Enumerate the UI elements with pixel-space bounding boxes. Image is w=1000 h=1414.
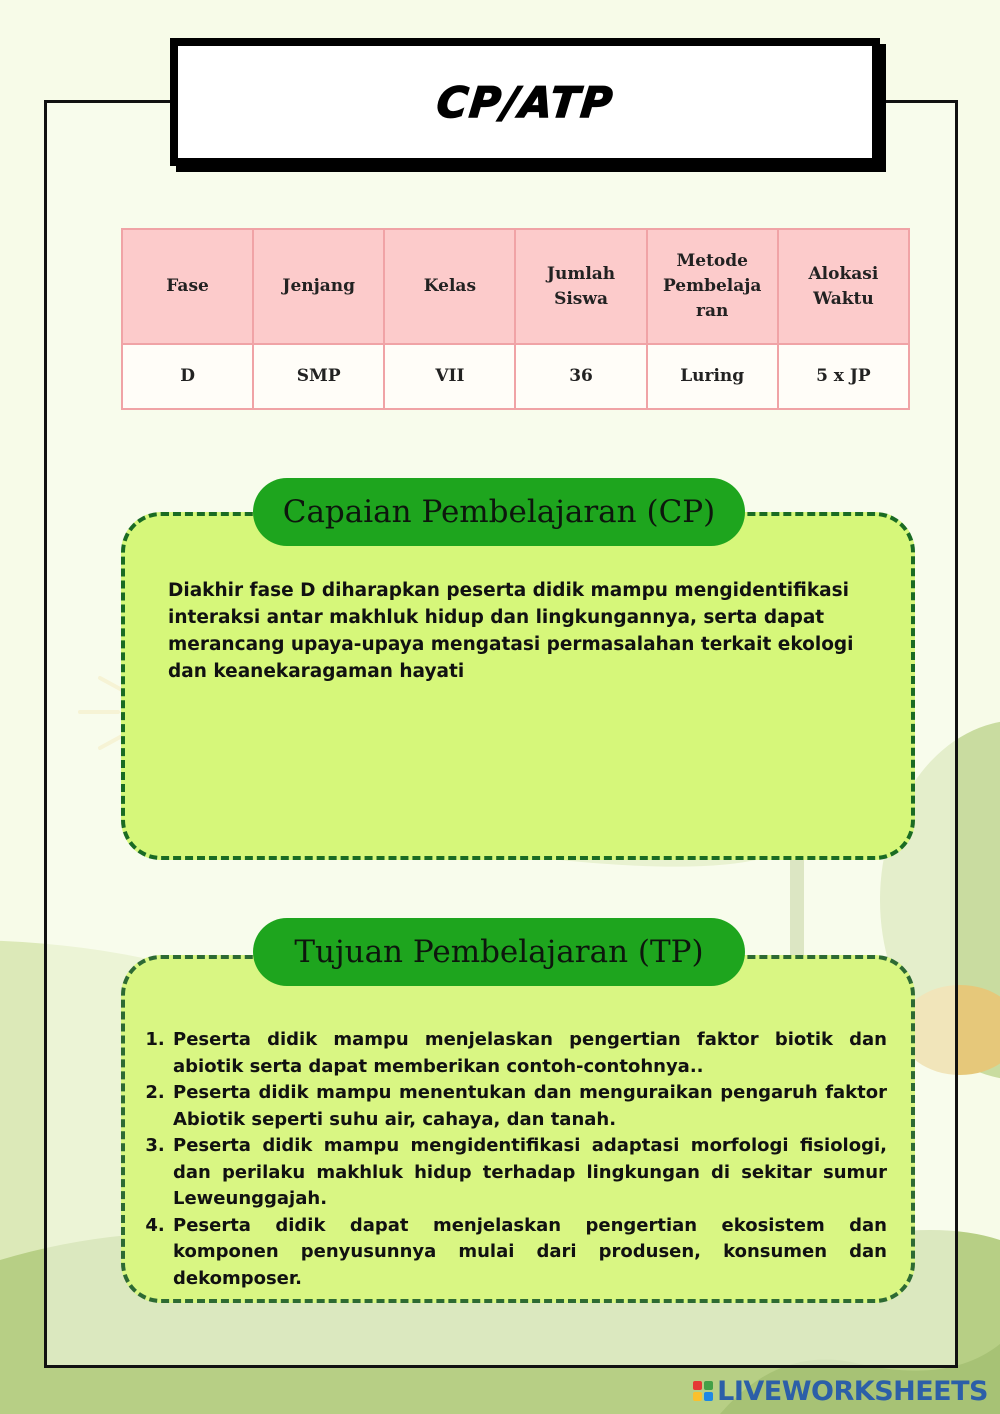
header-alokasi-waktu	[778, 229, 909, 344]
tp-heading: Tujuan Pembelajaran (TP)	[253, 918, 745, 986]
table-header-row	[122, 229, 909, 344]
cell-metode: Luring	[647, 344, 778, 409]
header-jumlah-siswa	[515, 229, 646, 344]
list-item: 3. Peserta didik mampu mengidentifikasi adaptasi morfologi fisiologi, dan perilaku makhluk hidup terhadap lingkungan di sekitar sumur Leweunggajah.	[171, 1133, 887, 1213]
cp-panel	[121, 512, 915, 860]
liveworksheets-logo[interactable]	[693, 1376, 988, 1406]
cell-alokasi-waktu: 5 x JP	[778, 344, 909, 409]
brand-text: LIVEWORKSHEETS	[717, 1375, 988, 1407]
header-metode	[647, 229, 778, 344]
cp-heading: Capaian Pembelajaran (CP)	[253, 478, 745, 546]
list-item: 2. Peserta didik mampu menentukan dan menguraikan pengaruh faktor Abiotik seperti suhu air, cahaya, dan tanah.	[171, 1080, 887, 1133]
header-label: Fase	[166, 276, 209, 296]
cell-jenjang: SMP	[253, 344, 384, 409]
tp-list	[150, 1027, 887, 1292]
cell-kelas: VII	[384, 344, 515, 409]
header-fase	[122, 229, 253, 344]
header-label: Jenjang	[282, 276, 356, 296]
list-item: 1. Peserta didik mampu menjelaskan pengertian faktor biotik dan abiotik serta dapat memberikan contoh-contohnya..	[171, 1027, 887, 1080]
title-banner	[170, 38, 880, 166]
page-title: CP/ATP	[433, 77, 617, 127]
header-label: Jumlah Siswa	[546, 263, 616, 309]
header-label: Kelas	[423, 276, 477, 296]
table-row	[122, 344, 909, 409]
liveworksheets-icon	[693, 1381, 713, 1401]
cell-jumlah-siswa: 36	[515, 344, 646, 409]
header-kelas	[384, 229, 515, 344]
header-label: Alokasi Waktu	[808, 263, 879, 309]
cell-fase: D	[122, 344, 253, 409]
cp-text: Diakhir fase D diharapkan peserta didik mampu mengidentifikasi interaksi antar makhluk hidup dan lingkungannya, serta dapat merancang upaya-upaya mengatasi permasalahan terkait ekologi dan keanekaragaman hayati	[168, 580, 854, 682]
header-label: Metode Pembelaja ran	[662, 251, 762, 321]
header-jenjang	[253, 229, 384, 344]
info-table	[121, 228, 910, 410]
list-item: 4. Peserta didik dapat menjelaskan pengertian ekosistem dan komponen penyusunnya mulai dari produsen, konsumen dan dekomposer.	[171, 1213, 887, 1293]
